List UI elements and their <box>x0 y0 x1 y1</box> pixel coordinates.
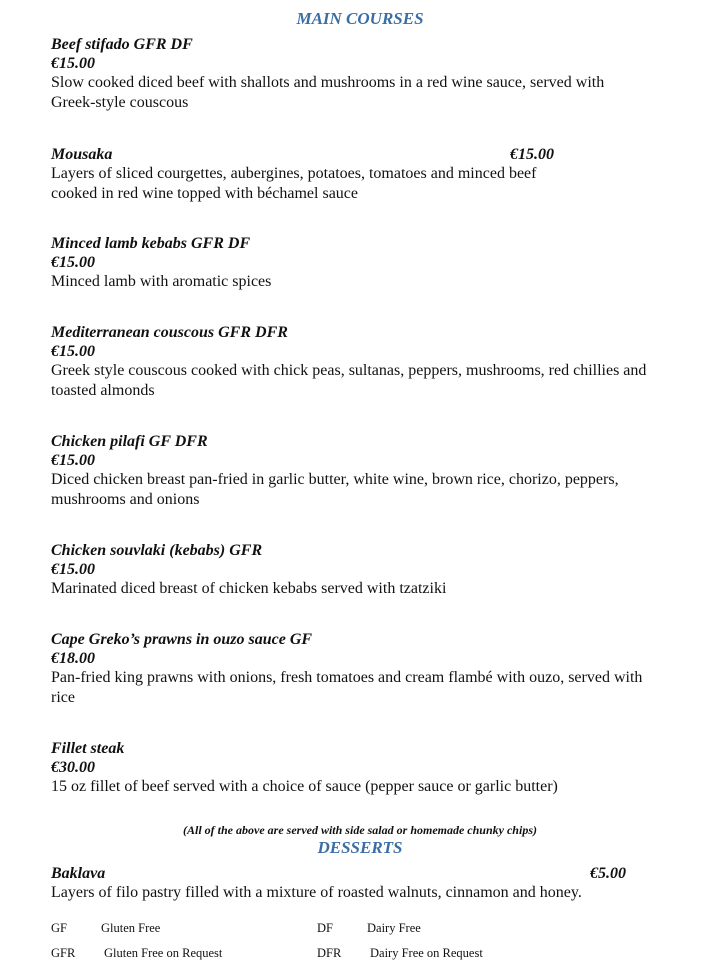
dish-description: Minced lamb with aromatic spices <box>51 273 272 290</box>
dish-price: €15.00 <box>51 343 95 360</box>
legend-meaning: Gluten Free on Request <box>104 946 223 960</box>
dish-name: Beef stifado GFR DF <box>51 36 193 53</box>
legend-code: GFR <box>51 946 76 960</box>
menu-item <box>51 323 671 400</box>
dish-name: Minced lamb kebabs GFR DF <box>51 235 251 252</box>
dish-price: €15.00 <box>51 55 95 72</box>
menu-item <box>51 541 671 599</box>
legend-meaning: Dairy Free <box>367 921 421 935</box>
side-note: (All of the above are served with side salad or homemade chunky chips) <box>183 823 537 837</box>
dish-description: Layers of filo pastry filled with a mixture of roasted walnuts, cinnamon and honey. <box>51 884 582 901</box>
dish-price: €18.00 <box>51 650 95 667</box>
dish-description: 15 oz fillet of beef served with a choice of sauce (pepper sauce or garlic butter) <box>51 778 558 795</box>
menu-item <box>51 35 671 112</box>
dish-description: Diced chicken breast pan-fried in garlic butter, white wine, brown rice, chorizo, peppers, mushrooms and onions <box>51 471 619 508</box>
dish-name: Mediterranean couscous GFR DFR <box>51 324 288 341</box>
menu-item <box>51 739 671 797</box>
dish-name: Baklava <box>51 865 106 882</box>
dish-description: Slow cooked diced beef with shallots and mushrooms in a red wine sauce, served with Greek-style couscous <box>51 74 605 111</box>
dish-name: Chicken pilafi GF DFR <box>51 433 208 450</box>
dish-name: Chicken souvlaki (kebabs) GFR <box>51 542 263 559</box>
legend-code: DF <box>317 921 333 935</box>
dish-price: €15.00 <box>510 146 554 163</box>
dish-name: Mousaka <box>51 146 113 163</box>
dish-description: Greek style couscous cooked with chick peas, sultanas, peppers, mushrooms, red chillies and toasted almonds <box>51 362 647 399</box>
desserts-title: DESSERTS <box>317 838 403 857</box>
dish-price: €30.00 <box>51 759 95 776</box>
menu-item <box>51 630 671 707</box>
menu-item <box>51 432 671 509</box>
dish-name: Cape Greko’s prawns in ouzo sauce GF <box>51 631 313 648</box>
dish-description: Pan-fried king prawns with onions, fresh tomatoes and cream flambé with ouzo, served with rice <box>51 669 643 706</box>
main-courses-title: MAIN COURSES <box>296 9 424 28</box>
dish-price: €5.00 <box>590 865 626 882</box>
legend-meaning: Gluten Free <box>101 921 161 935</box>
dish-name: Fillet steak <box>51 740 125 757</box>
legend-meaning: Dairy Free on Request <box>370 946 483 960</box>
menu-item <box>51 234 671 292</box>
dish-price: €15.00 <box>51 561 95 578</box>
menu-item <box>51 145 671 203</box>
legend-code: DFR <box>317 946 342 960</box>
dish-price: €15.00 <box>51 452 95 469</box>
legend-code: GF <box>51 921 67 935</box>
dish-description: Marinated diced breast of chicken kebabs served with tzatziki <box>51 580 447 597</box>
dish-description: Layers of sliced courgettes, aubergines, potatoes, tomatoes and minced beef cooked in red wine topped with béchamel sauce <box>51 165 537 202</box>
dish-price: €15.00 <box>51 254 95 271</box>
menu-item <box>51 864 671 903</box>
